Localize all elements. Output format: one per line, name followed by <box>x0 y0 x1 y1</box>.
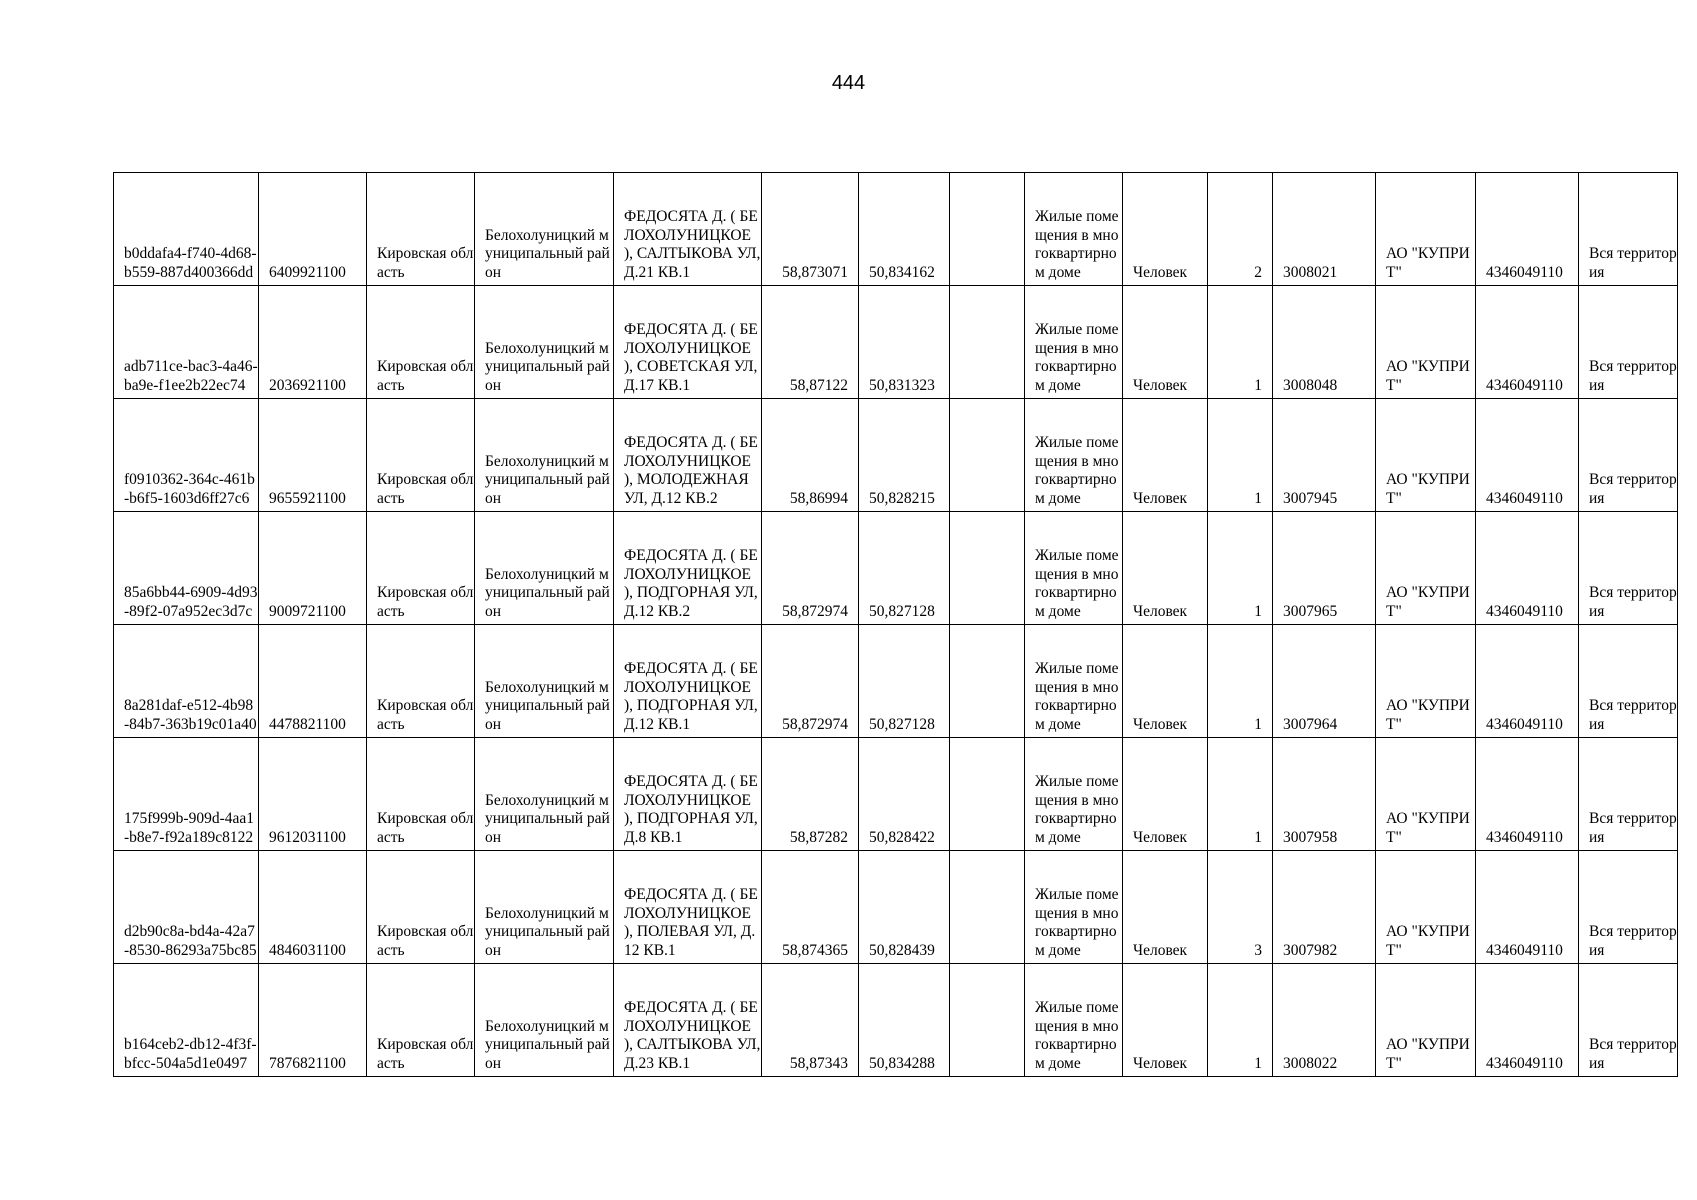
cell-account: 3007964 <box>1273 625 1376 738</box>
cell-code: 9009721100 <box>259 512 367 625</box>
cell-latitude: 58,87122 <box>762 286 859 399</box>
cell-code: 4846031100 <box>259 851 367 964</box>
cell-region: Кировская область <box>367 512 475 625</box>
cell-unit: Человек <box>1123 399 1208 512</box>
cell-count: 1 <box>1208 399 1273 512</box>
cell-object-type: Жилые помещения в многоквартирном доме <box>1025 738 1123 851</box>
cell-empty <box>950 738 1025 851</box>
cell-account: 3007982 <box>1273 851 1376 964</box>
cell-inn: 4346049110 <box>1476 173 1579 286</box>
cell-account: 3008022 <box>1273 964 1376 1077</box>
cell-empty <box>950 625 1025 738</box>
cell-address: ФЕДОСЯТА Д. ( БЕЛОХОЛУНИЦКОЕ ), САЛТЫКОВА УЛ, Д.21 КВ.1 <box>614 173 762 286</box>
cell-region: Кировская область <box>367 738 475 851</box>
table-row <box>114 964 1678 1077</box>
cell-latitude: 58,873071 <box>762 173 859 286</box>
cell-region: Кировская область <box>367 625 475 738</box>
cell-unit: Человек <box>1123 286 1208 399</box>
cell-unit: Человек <box>1123 173 1208 286</box>
cell-count: 1 <box>1208 738 1273 851</box>
cell-organization: АО "КУПРИТ" <box>1376 851 1476 964</box>
cell-organization: АО "КУПРИТ" <box>1376 738 1476 851</box>
cell-id: 8a281daf-e512-4b98-84b7-363b19c01a40 <box>114 625 259 738</box>
cell-region: Кировская область <box>367 399 475 512</box>
cell-unit: Человек <box>1123 738 1208 851</box>
table-row <box>114 851 1678 964</box>
cell-longitude: 50,828422 <box>859 738 950 851</box>
cell-latitude: 58,872974 <box>762 512 859 625</box>
cell-district: Белохолуницкий муниципальный район <box>475 399 614 512</box>
cell-object-type: Жилые помещения в многоквартирном доме <box>1025 851 1123 964</box>
cell-empty <box>950 173 1025 286</box>
table-row <box>114 738 1678 851</box>
cell-longitude: 50,831323 <box>859 286 950 399</box>
cell-code: 9612031100 <box>259 738 367 851</box>
cell-district: Белохолуницкий муниципальный район <box>475 286 614 399</box>
cell-longitude: 50,828439 <box>859 851 950 964</box>
cell-territory: Вся территория <box>1579 625 1678 738</box>
cell-account: 3008021 <box>1273 173 1376 286</box>
cell-district: Белохолуницкий муниципальный район <box>475 512 614 625</box>
cell-organization: АО "КУПРИТ" <box>1376 964 1476 1077</box>
cell-latitude: 58,86994 <box>762 399 859 512</box>
cell-organization: АО "КУПРИТ" <box>1376 399 1476 512</box>
cell-empty <box>950 964 1025 1077</box>
cell-count: 1 <box>1208 964 1273 1077</box>
cell-region: Кировская область <box>367 286 475 399</box>
cell-territory: Вся территория <box>1579 512 1678 625</box>
cell-longitude: 50,834162 <box>859 173 950 286</box>
cell-count: 1 <box>1208 512 1273 625</box>
cell-latitude: 58,87282 <box>762 738 859 851</box>
cell-id: d2b90c8a-bd4a-42a7-8530-86293a75bc85 <box>114 851 259 964</box>
cell-code: 2036921100 <box>259 286 367 399</box>
cell-address: ФЕДОСЯТА Д. ( БЕЛОХОЛУНИЦКОЕ ), МОЛОДЕЖНАЯ УЛ, Д.12 КВ.2 <box>614 399 762 512</box>
cell-region: Кировская область <box>367 851 475 964</box>
cell-longitude: 50,828215 <box>859 399 950 512</box>
cell-inn: 4346049110 <box>1476 286 1579 399</box>
cell-object-type: Жилые помещения в многоквартирном доме <box>1025 399 1123 512</box>
cell-object-type: Жилые помещения в многоквартирном доме <box>1025 964 1123 1077</box>
cell-territory: Вся территория <box>1579 286 1678 399</box>
cell-address: ФЕДОСЯТА Д. ( БЕЛОХОЛУНИЦКОЕ ), СОВЕТСКАЯ УЛ, Д.17 КВ.1 <box>614 286 762 399</box>
cell-district: Белохолуницкий муниципальный район <box>475 964 614 1077</box>
cell-account: 3007965 <box>1273 512 1376 625</box>
cell-code: 4478821100 <box>259 625 367 738</box>
cell-object-type: Жилые помещения в многоквартирном доме <box>1025 173 1123 286</box>
table-row <box>114 286 1678 399</box>
cell-region: Кировская область <box>367 173 475 286</box>
cell-id: 85a6bb44-6909-4d93-89f2-07a952ec3d7c <box>114 512 259 625</box>
cell-address: ФЕДОСЯТА Д. ( БЕЛОХОЛУНИЦКОЕ ), ПОДГОРНАЯ УЛ, Д.12 КВ.1 <box>614 625 762 738</box>
cell-count: 3 <box>1208 851 1273 964</box>
cell-empty <box>950 851 1025 964</box>
cell-account: 3008048 <box>1273 286 1376 399</box>
cell-district: Белохолуницкий муниципальный район <box>475 851 614 964</box>
cell-longitude: 50,834288 <box>859 964 950 1077</box>
cell-territory: Вся территория <box>1579 173 1678 286</box>
cell-inn: 4346049110 <box>1476 399 1579 512</box>
table-row <box>114 173 1678 286</box>
table-row <box>114 512 1678 625</box>
cell-territory: Вся территория <box>1579 964 1678 1077</box>
cell-count: 1 <box>1208 286 1273 399</box>
cell-id: adb711ce-bac3-4a46-ba9e-f1ee2b22ec74 <box>114 286 259 399</box>
cell-object-type: Жилые помещения в многоквартирном доме <box>1025 286 1123 399</box>
cell-organization: АО "КУПРИТ" <box>1376 286 1476 399</box>
table-row <box>114 399 1678 512</box>
cell-unit: Человек <box>1123 851 1208 964</box>
cell-id: b164ceb2-db12-4f3f-bfcc-504a5d1e0497 <box>114 964 259 1077</box>
cell-id: f0910362-364c-461b-b6f5-1603d6ff27c6 <box>114 399 259 512</box>
cell-inn: 4346049110 <box>1476 512 1579 625</box>
cell-empty <box>950 286 1025 399</box>
cell-territory: Вся территория <box>1579 738 1678 851</box>
cell-latitude: 58,874365 <box>762 851 859 964</box>
cell-unit: Человек <box>1123 512 1208 625</box>
cell-organization: АО "КУПРИТ" <box>1376 173 1476 286</box>
cell-organization: АО "КУПРИТ" <box>1376 512 1476 625</box>
cell-territory: Вся территория <box>1579 851 1678 964</box>
cell-inn: 4346049110 <box>1476 964 1579 1077</box>
cell-address: ФЕДОСЯТА Д. ( БЕЛОХОЛУНИЦКОЕ ), ПОДГОРНАЯ УЛ, Д.12 КВ.2 <box>614 512 762 625</box>
cell-latitude: 58,872974 <box>762 625 859 738</box>
cell-account: 3007958 <box>1273 738 1376 851</box>
registry-table <box>113 172 1678 1077</box>
cell-unit: Человек <box>1123 964 1208 1077</box>
cell-empty <box>950 512 1025 625</box>
cell-code: 6409921100 <box>259 173 367 286</box>
cell-inn: 4346049110 <box>1476 851 1579 964</box>
cell-longitude: 50,827128 <box>859 512 950 625</box>
table-row <box>114 625 1678 738</box>
cell-id: 175f999b-909d-4aa1-b8e7-f92a189c8122 <box>114 738 259 851</box>
cell-address: ФЕДОСЯТА Д. ( БЕЛОХОЛУНИЦКОЕ ), ПОДГОРНАЯ УЛ, Д.8 КВ.1 <box>614 738 762 851</box>
cell-inn: 4346049110 <box>1476 625 1579 738</box>
cell-region: Кировская область <box>367 964 475 1077</box>
cell-inn: 4346049110 <box>1476 738 1579 851</box>
page-number: 444 <box>831 72 866 94</box>
cell-organization: АО "КУПРИТ" <box>1376 625 1476 738</box>
cell-account: 3007945 <box>1273 399 1376 512</box>
cell-count: 1 <box>1208 625 1273 738</box>
cell-territory: Вся территория <box>1579 399 1678 512</box>
cell-code: 7876821100 <box>259 964 367 1077</box>
cell-latitude: 58,87343 <box>762 964 859 1077</box>
cell-unit: Человек <box>1123 625 1208 738</box>
cell-object-type: Жилые помещения в многоквартирном доме <box>1025 512 1123 625</box>
cell-id: b0ddafa4-f740-4d68-b559-887d400366dd <box>114 173 259 286</box>
cell-address: ФЕДОСЯТА Д. ( БЕЛОХОЛУНИЦКОЕ ), САЛТЫКОВА УЛ, Д.23 КВ.1 <box>614 964 762 1077</box>
cell-district: Белохолуницкий муниципальный район <box>475 625 614 738</box>
cell-district: Белохолуницкий муниципальный район <box>475 173 614 286</box>
cell-object-type: Жилые помещения в многоквартирном доме <box>1025 625 1123 738</box>
cell-empty <box>950 399 1025 512</box>
cell-district: Белохолуницкий муниципальный район <box>475 738 614 851</box>
cell-longitude: 50,827128 <box>859 625 950 738</box>
cell-address: ФЕДОСЯТА Д. ( БЕЛОХОЛУНИЦКОЕ ), ПОЛЕВАЯ УЛ, Д.12 КВ.1 <box>614 851 762 964</box>
cell-code: 9655921100 <box>259 399 367 512</box>
cell-count: 2 <box>1208 173 1273 286</box>
